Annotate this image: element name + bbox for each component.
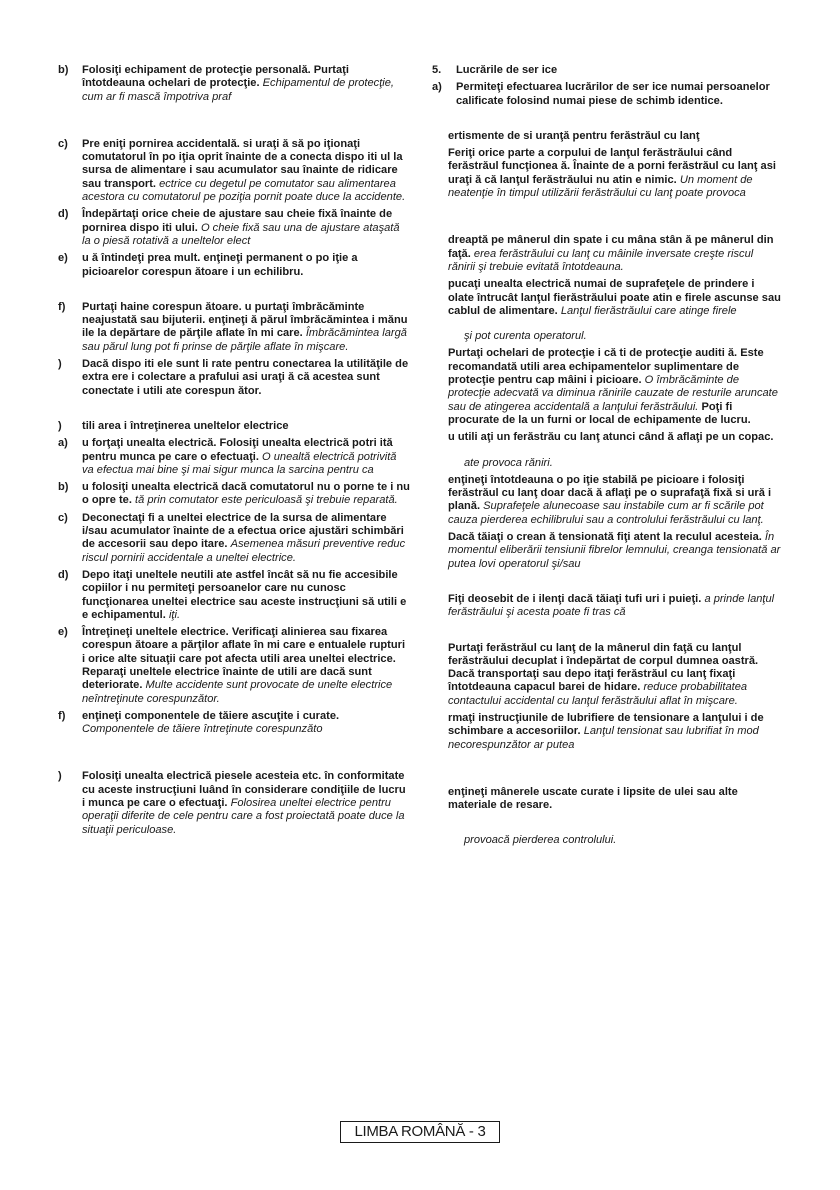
item-instruction: Dacă tăiaţi o crean ă tensionată fiţi atent la reculul acesteia. [448, 531, 762, 544]
section-title: tili area i întreţinerea uneltelor electrice [82, 419, 289, 432]
instruction-item [58, 770, 410, 836]
item-explanation: ectrice cu degetul pe comutator sau alimentarea acestora cu comutatorul pe poziţia pornit poate duce la accidente. [82, 177, 406, 204]
instruction-item [58, 710, 410, 737]
spacer [58, 104, 410, 138]
section-number: ) [58, 419, 62, 432]
instruction-item [58, 64, 410, 104]
spacer [432, 108, 782, 130]
item-instruction: u ă întindeţi prea mult. enţineţi permanent o po iţie a picioarelor corespun ătoare i un echilibru. [82, 252, 358, 278]
item-instruction: Feriţi orice parte a corpului de lanţul ferăstrăului când ferăstrăul funcţionea ă. Înainte de a porni ferăstrăul cu lanţ asi uraţi ă că lanţul ferăstrăului nu atin e nimic. [448, 147, 776, 186]
item-instruction: u folosiţi unealta electrică dacă comutatorul nu o porne te i nu o opre te. [82, 481, 410, 507]
item-instruction: Depo itaţi uneltele neutili ate astfel încât să nu fie accesibile copiilor i nu permiteţi persoanelor care nu cunosc funcţionarea uneltei electrice sau aceste instrucţiuni să utili e e echipamentul. [82, 568, 407, 621]
item-explanation: Folosirea uneltei electrice pentru operaţii diferite de cele pentru care a fost proiectată poate duce la situaţii periculoase. [82, 797, 405, 836]
item-instruction: u utili aţi un ferăstrău cu lanţ atunci când ă aflaţi pe un copac. [448, 431, 774, 444]
instruction-item [58, 252, 410, 279]
spacer [432, 752, 782, 786]
instruction-item [432, 81, 782, 108]
item-explanation: ate provoca răniri. [464, 456, 553, 469]
spacer [58, 736, 410, 770]
spacer [432, 571, 782, 593]
item-explanation: O unealtă electrică potrivită va efectua mai bine şi mai sigur munca la sarcina pentru ca [82, 450, 397, 476]
item-explanation: Un moment de neatenţie în timpul utilizării ferăstrăului cu lanţ poate provoca [448, 173, 753, 200]
item-explanation: Multe accidente sunt provocate de unelte electrice neîntreţinute corespunzător. [82, 679, 393, 705]
item-explanation: iţi. [168, 608, 181, 621]
left-column [58, 64, 410, 841]
instruction-item [58, 138, 410, 204]
instruction-item [432, 834, 782, 847]
item-explanation: Suprafeţele alunecoase sau instabile cum ar fi scările pot cauza pierderea echilibrului sau a controlului ferăstrăului cu lanţ. [448, 500, 764, 526]
item-instruction: enţineţi mânerele uscate curate i lipsite de ulei sau alte materiale de resare. [448, 785, 738, 812]
instruction-item [432, 712, 782, 752]
item-marker: a) [432, 81, 442, 94]
item-explanation: Asemenea măsuri preventive reduc riscul pornirii accidentale a uneltei electrice. [82, 538, 406, 564]
spacer [58, 398, 410, 420]
item-instruction: enţineţi componentele de tăiere ascuţite i curate. [82, 709, 340, 722]
item-instruction: Folosiţi unealta electrică piesele acesteia etc. în conformitate cu aceste instrucţiuni luând în considerare condiţiile de lucru i munca pe care o efectuaţi. [82, 770, 406, 810]
instruction-item [58, 481, 410, 508]
item-explanation: şi pot curenta operatorul. [464, 330, 587, 343]
item-instruction: Deconectaţi fi a uneltei electrice de la sursa de alimentare i/sau acumulator înainte de a efectua orice ajustări schimbări de accesorii sau depo itare. [82, 511, 404, 551]
item-explanation: Echipamentul de protecţie, cum ar fi mască împotriva praf [82, 77, 394, 103]
item-instruction: Pre eniţi pornirea accidentală. si uraţi ă să po iţionaţi comutatorul în po iţia oprit înainte de a conecta dispo iti ul la sursa de alimentare i sau acumulator sau înainte de ridicare sau transport. [82, 137, 403, 190]
item-explanation: Lanţul tensionat sau lubrifiat în mod necorespunzător ar putea [448, 725, 759, 751]
item-marker: d) [58, 208, 69, 221]
instruction-item [432, 474, 782, 527]
item-explanation: reduce probabilitatea contactului accidental cu lanţul ferăstrăului aflat în mişcare. [448, 681, 748, 707]
spacer [432, 812, 782, 834]
spacer [432, 620, 782, 642]
right-column [432, 64, 782, 852]
item-instruction: rmaţi instrucţiunile de lubrifiere de tensionare a lanţului i de schimbare a accesoriilor. [448, 711, 764, 738]
instruction-item [432, 147, 782, 200]
footer-label: LIMBA ROMÂNĂ - 3 [354, 1123, 486, 1140]
item-marker: e) [58, 626, 68, 639]
instruction-item [432, 593, 782, 620]
item-explanation: tă prin comutator este periculoasă şi trebuie reparată. [135, 494, 398, 507]
item-marker: d) [58, 568, 69, 581]
instruction-item [432, 431, 782, 444]
item-instruction: pucaţi unealta electrică numai de suprafeţele de prindere i olate întrucât lanţul fierăstrăului poate atin e firele ascunse sau cablul de alimentare. [448, 278, 781, 317]
item-marker: c) [58, 137, 68, 150]
item-marker: f) [58, 300, 66, 313]
item-explanation: Componentele de tăiere întreţinute corespunzăto [82, 723, 323, 736]
section-heading [432, 64, 782, 77]
instruction-item [432, 234, 782, 274]
instruction-item [58, 301, 410, 354]
item-instruction: Purtaţi ferăstrăul cu lanţ de la mânerul din faţă cu lanţul ferăstrăului decuplat i îndepărtat de corpul dumnea oastră. Dacă transportaţi sau depo itaţi ferăstrăul cu lanţ fixaţi întotdeauna capacul barei de hidare. [448, 641, 759, 694]
item-explanation: O cheie fixă sau una de ajustare ataşată la o piesă rotativă a uneltelor elect [82, 221, 400, 247]
item-instruction: Purtaţi ochelari de protecţie i că ti de protecţie auditi ă. Este recomandată utili area echipamentelor suplimentare de protecţie pentru cap mâini i picioare. [448, 347, 764, 387]
item-marker: b) [58, 481, 69, 494]
item-instruction: Folosiţi echipament de protecţie personală. Purtaţi întotdeauna ochelari de protecţie. [82, 64, 349, 90]
item-instruction: dreaptă pe mânerul din spate i cu mâna stân ă pe mânerul din faţă. [448, 234, 774, 260]
instruction-item [58, 437, 410, 477]
item-instruction: Purtaţi haine corespun ătoare. u purtaţi îmbrăcăminte neajustată sau bijuterii. enţineţi ă părul îmbrăcămintea i mănu ile la depărtare de părţile aflate în mi care. [82, 300, 408, 340]
instruction-item [58, 208, 410, 248]
item-explanation: provoacă pierderea controlului. [464, 834, 617, 847]
spacer [58, 837, 410, 841]
instruction-item [432, 457, 782, 470]
instruction-item [432, 531, 782, 571]
spacer [432, 848, 782, 852]
instruction-item [432, 347, 782, 427]
item-explanation: O îmbrăcăminte de protecţie adecvată va diminua rănirile cauzate de resturile aruncate sau de atingerea accidentală a lanţului ferăstrăului. [448, 374, 778, 413]
item-instruction-extra: Poţi fi procurate de la un furni or local de echipamente de lucru. [448, 400, 751, 426]
item-explanation: Îmbrăcămintea largă sau părul lung pot fi prinse de părţile aflate în mişcare. [82, 327, 407, 353]
item-instruction: Îndepărtaţi orice cheie de ajustare sau cheie fixă înainte de pornirea dispo iti ului. [82, 208, 393, 234]
item-instruction: Întreţineţi uneltele electrice. Verificaţi alinierea sau fixarea corespun ătoare a părţilor aflate în mi care e entualele rupturi i orice alte situaţii care pot afecta utili area uneltei electrice. Reparaţi uneltele electrice înainte de utili are dacă sunt deteriorate. [82, 626, 406, 692]
item-instruction: Fiţi deosebit de i ilenţi dacă tăiaţi tufi uri i puieţi. [448, 592, 702, 605]
instruction-item [432, 278, 782, 318]
section-number: 5. [432, 64, 442, 76]
section-title: Lucrările de ser ice [456, 64, 558, 76]
item-marker: e) [58, 252, 68, 265]
item-explanation: erea ferăstrăului cu lanţ cu mâinile inversate creşte riscul rănirii şi trebuie evitată întotdeauna. [448, 247, 754, 273]
instruction-item [432, 642, 782, 708]
item-explanation: a prinde lanţul ferăstrăului şi acesta poate fi tras că [448, 592, 775, 619]
instruction-item [58, 626, 410, 706]
page-footer [340, 1121, 500, 1143]
item-explanation: În momentul eliberării tensiunii fibrelor lemnului, creanga tensionată ar putea lovi operatorul şi/sau [448, 531, 781, 570]
item-explanation: Lanţul fierăstrăului care atinge firele [560, 304, 737, 317]
instruction-item [432, 786, 782, 813]
item-instruction: enţineţi întotdeauna o po iţie stabilă pe picioare i folosiţi ferăstrăul cu lanţ doar dacă ă aflaţi pe o suprafaţă fixă si ură i plană. [448, 473, 772, 513]
spacer [432, 200, 782, 234]
instruction-item [58, 512, 410, 565]
item-marker: f) [58, 709, 66, 722]
item-marker: ) [58, 358, 62, 371]
spacer [432, 318, 782, 330]
instruction-item [432, 330, 782, 343]
instruction-item [58, 569, 410, 622]
item-instruction: Dacă dispo iti ele sunt li rate pentru conectarea la utilităţile de extra ere i colectare a prafului asi uraţi ă că acestea sunt conectate i utili ate corespun ător. [82, 358, 409, 397]
chainsaw-warnings-title: ertismente de si uranţă pentru ferăstrăul cu lanţ [448, 129, 700, 142]
item-instruction: u forţaţi unealta electrică. Folosiţi unealta electrică potri ită pentru munca pe care o efectuaţi. [82, 437, 393, 463]
section-heading [58, 420, 410, 433]
spacer [432, 445, 782, 457]
item-marker: b) [58, 64, 69, 76]
item-instruction: Permiteţi efectuarea lucrărilor de ser ice numai persoanelor calificate folosind numai piese de schimb identice. [456, 81, 770, 107]
instruction-item [58, 358, 410, 398]
item-marker: a) [58, 437, 68, 450]
item-marker: c) [58, 511, 68, 524]
item-marker: ) [58, 770, 62, 783]
spacer [58, 279, 410, 301]
